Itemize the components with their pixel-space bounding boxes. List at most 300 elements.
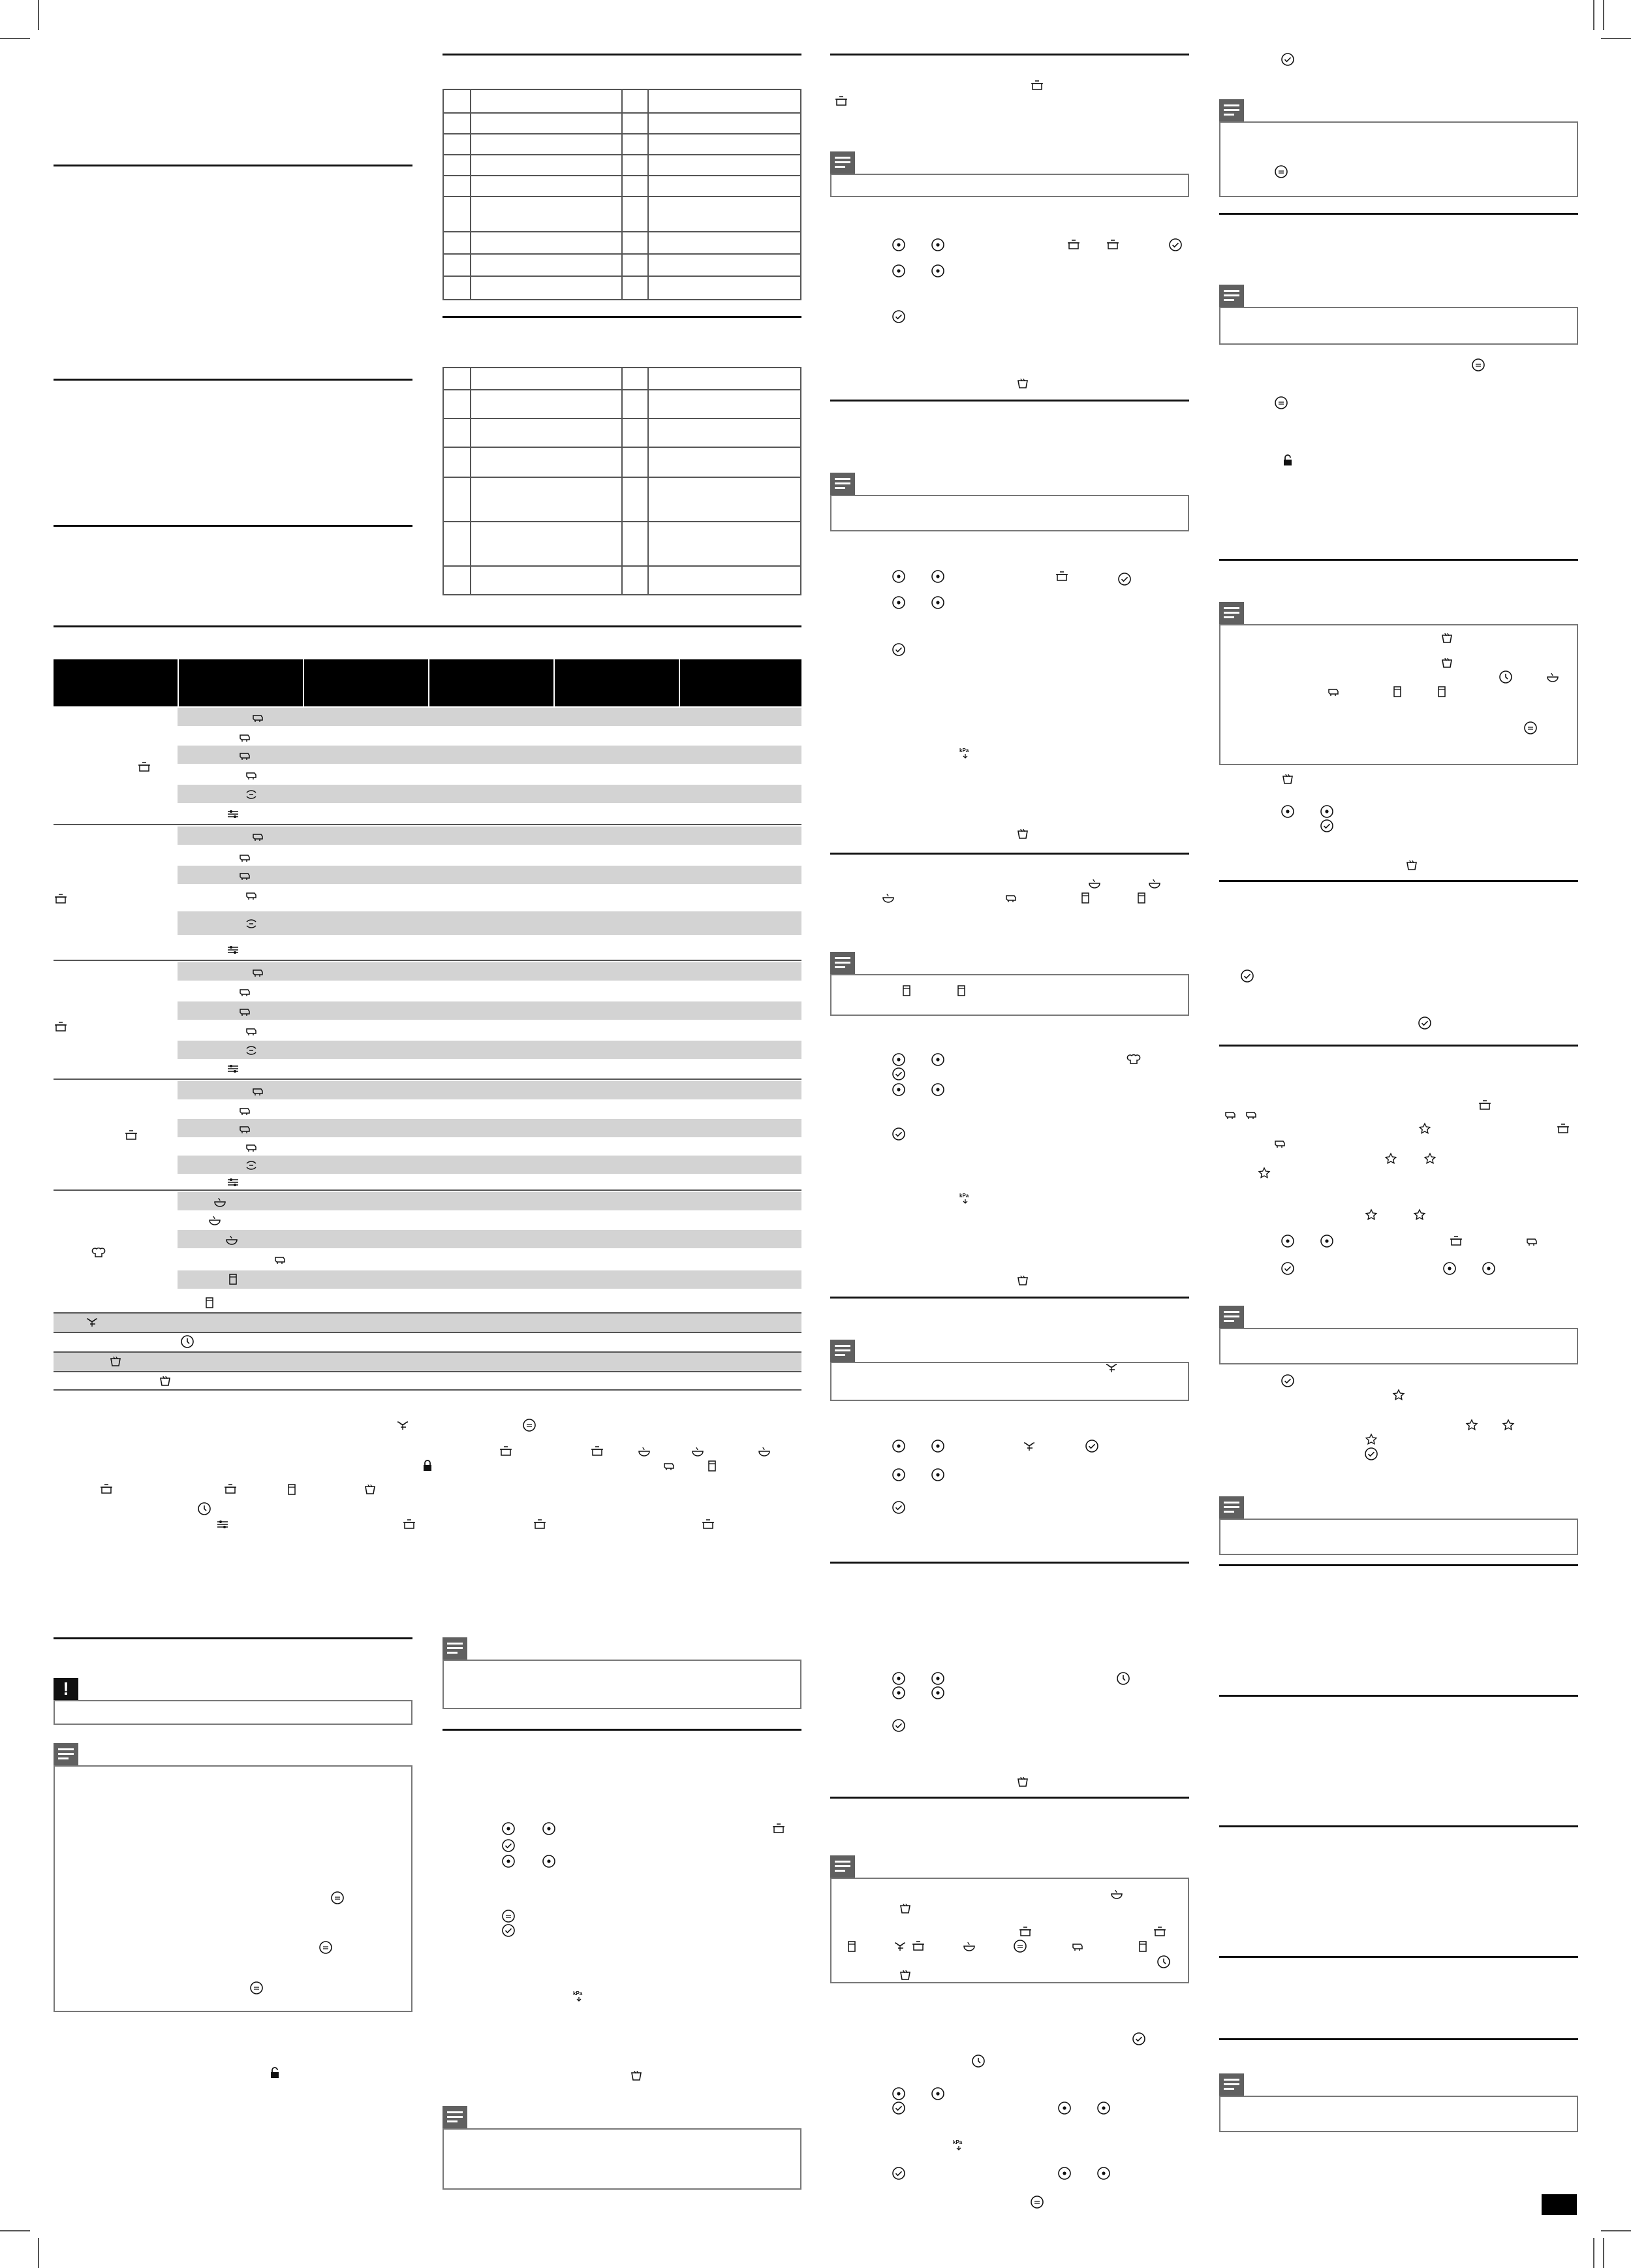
beef-icon xyxy=(238,1004,252,1018)
table-row xyxy=(178,1192,801,1210)
plus-button-icon xyxy=(931,1468,945,1482)
keep-warm-icon xyxy=(898,1901,912,1915)
soup-icon xyxy=(1274,165,1288,179)
crop-mark xyxy=(38,2238,39,2268)
kpa-icon xyxy=(572,1989,586,2003)
table-row xyxy=(178,1250,801,1268)
bowl-icon xyxy=(962,1939,976,1953)
plus-button-icon xyxy=(1442,1261,1457,1276)
pressure-cook-icon xyxy=(124,1128,138,1142)
note-icon xyxy=(443,2106,467,2128)
keep-warm-icon xyxy=(1440,655,1454,670)
section-rule xyxy=(1219,1825,1578,1827)
section-rule xyxy=(830,1797,1189,1799)
note-icon xyxy=(1219,1306,1244,1328)
table-row xyxy=(178,962,801,981)
parts-table-1 xyxy=(443,89,801,300)
table-row xyxy=(178,940,801,958)
crop-mark xyxy=(0,2230,30,2231)
plus-button-icon xyxy=(931,595,945,610)
star-icon xyxy=(1364,1208,1378,1222)
vegetables-icon xyxy=(244,1043,258,1058)
table-row xyxy=(178,1059,801,1077)
section-rule xyxy=(54,379,412,381)
beef-icon xyxy=(1326,684,1341,699)
plus-button-icon xyxy=(1281,804,1295,819)
jar-icon xyxy=(1435,684,1449,699)
table-group-divider xyxy=(54,1351,801,1353)
jar-icon xyxy=(1078,890,1093,905)
chef-hat-icon xyxy=(91,1246,106,1260)
star-icon xyxy=(1501,1418,1515,1432)
unlock-icon xyxy=(268,2066,282,2080)
steam-icon xyxy=(1104,1361,1119,1375)
plus-button-icon xyxy=(931,2087,945,2101)
plus-button-icon xyxy=(931,1052,945,1067)
pressure-cook-icon xyxy=(1449,1234,1463,1248)
section-rule xyxy=(443,1729,801,1731)
note-box xyxy=(1219,1519,1578,1555)
beef-icon xyxy=(251,1084,265,1098)
timer-icon xyxy=(1116,1671,1130,1686)
note-box xyxy=(1219,2096,1578,2132)
table-group-divider xyxy=(54,824,801,825)
note-icon xyxy=(1219,285,1244,307)
pressure-cook-icon xyxy=(402,1517,416,1532)
beef-icon xyxy=(238,850,252,864)
note-box xyxy=(443,1660,801,1709)
note-icon xyxy=(1219,99,1244,121)
plus-button-icon xyxy=(542,1821,556,1836)
chef-hat-icon xyxy=(1126,1052,1141,1067)
check-circle-icon xyxy=(1364,1447,1378,1461)
table-row xyxy=(178,1101,801,1119)
timer-icon xyxy=(1499,670,1513,684)
star-icon xyxy=(1418,1122,1432,1136)
jar-icon xyxy=(1136,1939,1150,1953)
settings-icon xyxy=(226,1062,240,1076)
pressure-cook-icon xyxy=(1478,1098,1492,1112)
settings-icon xyxy=(226,807,240,821)
note-icon xyxy=(1219,2073,1244,2096)
star-icon xyxy=(1412,1208,1427,1222)
plus-button-icon xyxy=(892,569,906,584)
beef-icon xyxy=(238,748,252,763)
pressure-cook-icon xyxy=(771,1821,786,1836)
table-row xyxy=(178,1119,801,1137)
pressure-cook-icon xyxy=(701,1517,715,1532)
section-rule xyxy=(830,54,1189,55)
steam-icon xyxy=(1022,1439,1036,1453)
table-row xyxy=(54,1314,801,1332)
beef-icon xyxy=(238,868,252,883)
steam-icon xyxy=(893,1939,907,1953)
kpa-icon xyxy=(958,746,972,760)
crop-mark xyxy=(0,38,30,39)
note-icon xyxy=(830,1340,855,1362)
star-icon xyxy=(1391,1388,1406,1402)
keep-warm-icon xyxy=(1281,772,1295,786)
svg-text:kPa: kPa xyxy=(573,1991,583,1996)
section-rule xyxy=(1219,2038,1578,2040)
note-icon xyxy=(1219,602,1244,624)
pressure-cook-icon xyxy=(1106,238,1120,252)
note-icon xyxy=(54,1743,78,1765)
pressure-cook-icon xyxy=(54,1020,68,1034)
timer-icon xyxy=(197,1502,211,1516)
section-rule xyxy=(1219,213,1578,215)
keep-warm-icon xyxy=(1405,858,1419,872)
note-box xyxy=(830,495,1189,531)
crop-mark xyxy=(1593,2238,1594,2268)
settings-icon xyxy=(215,1517,230,1532)
svg-text:kPa: kPa xyxy=(953,2139,963,2145)
table-row xyxy=(178,1081,801,1099)
plus-button-icon xyxy=(931,1082,945,1097)
crop-mark xyxy=(38,0,39,30)
table-group-divider xyxy=(54,1332,801,1333)
plus-button-icon xyxy=(931,1671,945,1686)
svg-text:kPa: kPa xyxy=(959,748,969,753)
jar-icon xyxy=(705,1458,719,1473)
soup-icon xyxy=(318,1940,333,1955)
table-row xyxy=(178,846,801,864)
keep-warm-icon xyxy=(1016,1774,1030,1789)
star-icon xyxy=(1384,1152,1398,1166)
plus-button-icon xyxy=(892,1671,906,1686)
plus-button-icon xyxy=(1482,1261,1496,1276)
plus-button-icon xyxy=(501,1854,516,1868)
jar-icon xyxy=(202,1295,217,1310)
table-row xyxy=(178,866,801,884)
crop-mark xyxy=(1601,2230,1631,2231)
section-rule xyxy=(1219,1564,1578,1566)
check-circle-icon xyxy=(1085,1439,1099,1453)
pressure-cook-icon xyxy=(1153,1925,1167,1939)
bowl-icon xyxy=(691,1444,705,1458)
soup-icon xyxy=(330,1891,345,1905)
check-circle-icon xyxy=(892,2101,906,2115)
table-row xyxy=(178,1001,801,1020)
plus-button-icon xyxy=(892,1439,906,1453)
star-icon xyxy=(1257,1166,1271,1180)
table-row xyxy=(178,785,801,803)
bowl-icon xyxy=(1147,876,1162,890)
table-row xyxy=(178,765,801,783)
bowl-icon xyxy=(1546,670,1560,684)
plus-button-icon xyxy=(1057,2101,1072,2115)
soup-icon xyxy=(249,1981,264,1995)
lock-icon xyxy=(420,1458,435,1473)
keep-warm-icon xyxy=(363,1482,377,1496)
section-rule xyxy=(54,525,412,527)
kpa-icon xyxy=(958,1191,972,1205)
pressure-cook-icon xyxy=(223,1482,238,1496)
warning-icon: ! xyxy=(54,1678,78,1700)
bowl-icon xyxy=(225,1233,239,1247)
table-group-divider xyxy=(54,1371,801,1372)
check-circle-icon xyxy=(892,1127,906,1141)
keep-warm-icon xyxy=(1016,376,1030,390)
table-group-divider xyxy=(54,1312,801,1314)
check-circle-icon xyxy=(892,1067,906,1081)
beef-icon xyxy=(1525,1234,1539,1248)
table-row xyxy=(178,1137,801,1156)
pressure-cook-icon xyxy=(1055,569,1069,584)
star-icon xyxy=(1423,1152,1437,1166)
check-circle-icon xyxy=(892,309,906,324)
note-icon xyxy=(830,473,855,495)
beef-icon xyxy=(244,1024,258,1038)
timer-icon xyxy=(180,1334,194,1349)
section-rule xyxy=(830,853,1189,855)
jar-icon xyxy=(845,1939,859,1953)
jar-icon xyxy=(226,1272,240,1286)
beef-icon xyxy=(238,984,252,999)
crop-mark xyxy=(1603,2238,1604,2268)
section-rule xyxy=(443,316,801,318)
table-group-divider xyxy=(54,960,801,961)
note-box xyxy=(830,1362,1189,1401)
note-icon xyxy=(443,1637,467,1660)
table-row xyxy=(178,1210,801,1229)
soup-icon xyxy=(1013,1939,1027,1953)
beef-icon xyxy=(251,965,265,979)
section-rule xyxy=(1219,880,1578,882)
note-icon xyxy=(830,151,855,174)
pressure-cook-icon xyxy=(590,1444,604,1458)
pressure-cook-icon xyxy=(834,94,848,108)
beef-icon xyxy=(244,768,258,782)
warning-box xyxy=(54,1700,412,1725)
beef-icon xyxy=(244,888,258,902)
plus-button-icon xyxy=(892,264,906,278)
table-row xyxy=(178,1021,801,1039)
keep-warm-icon xyxy=(108,1354,123,1368)
plus-button-icon xyxy=(931,1439,945,1453)
section-rule xyxy=(830,400,1189,402)
check-circle-icon xyxy=(1117,572,1132,586)
plus-button-icon xyxy=(892,1468,906,1482)
vegetables-icon xyxy=(244,917,258,931)
table-row xyxy=(178,982,801,1000)
pressure-cook-icon xyxy=(499,1444,513,1458)
soup-icon xyxy=(1471,358,1485,372)
table-row xyxy=(178,726,801,744)
plus-button-icon xyxy=(892,1686,906,1700)
bowl-icon xyxy=(1110,1887,1124,1901)
check-circle-icon xyxy=(1168,238,1183,252)
keep-warm-icon xyxy=(158,1374,172,1388)
parts-table-2 xyxy=(443,367,801,595)
keep-warm-icon xyxy=(898,1968,912,1982)
section-rule xyxy=(830,1562,1189,1564)
jar-icon xyxy=(899,983,914,998)
section-rule xyxy=(1219,1045,1578,1047)
bowl-icon xyxy=(213,1195,227,1209)
beef-icon xyxy=(1273,1136,1287,1150)
soup-icon xyxy=(1274,396,1288,410)
settings-icon xyxy=(226,1175,240,1189)
plus-button-icon xyxy=(931,264,945,278)
beef-icon xyxy=(244,1140,258,1154)
jar-icon xyxy=(285,1482,299,1496)
soup-icon xyxy=(1030,2195,1044,2209)
check-circle-icon xyxy=(1320,819,1334,833)
pressure-cook-icon xyxy=(1556,1122,1570,1136)
section-rule xyxy=(54,625,801,627)
table-row xyxy=(178,1041,801,1059)
bowl-icon xyxy=(1087,876,1102,890)
section-rule xyxy=(443,54,801,55)
table-row xyxy=(178,1293,801,1311)
soup-icon xyxy=(522,1418,536,1432)
table-row xyxy=(178,1156,801,1174)
timer-icon xyxy=(1157,1955,1171,1969)
section-rule xyxy=(1219,1695,1578,1697)
check-circle-icon xyxy=(1418,1016,1432,1030)
beef-icon xyxy=(251,710,265,725)
plus-button-icon xyxy=(1096,2166,1111,2181)
jar-icon xyxy=(1134,890,1149,905)
pressure-cook-icon xyxy=(1018,1925,1033,1939)
kpa-icon xyxy=(952,2137,966,2152)
pressure-cook-icon xyxy=(533,1517,547,1532)
section-rule xyxy=(54,1637,412,1639)
pressure-cook-icon xyxy=(1066,238,1081,252)
check-circle-icon xyxy=(1281,1261,1295,1276)
section-rule xyxy=(1219,559,1578,561)
beef-icon xyxy=(238,1122,252,1136)
note-box xyxy=(830,1878,1189,1983)
table-row xyxy=(54,1353,801,1371)
beef-icon xyxy=(1223,1107,1237,1122)
check-circle-icon xyxy=(892,642,906,657)
note-icon xyxy=(1219,1496,1244,1519)
star-icon xyxy=(1364,1432,1378,1447)
star-icon xyxy=(1465,1418,1479,1432)
crop-mark xyxy=(1593,0,1594,30)
note-box xyxy=(830,974,1189,1016)
plus-button-icon xyxy=(931,238,945,252)
check-circle-icon xyxy=(1281,52,1295,67)
crop-mark xyxy=(1603,0,1604,30)
plus-button-icon xyxy=(892,595,906,610)
table-row xyxy=(178,1173,801,1191)
check-circle-icon xyxy=(501,1838,516,1853)
bowl-icon xyxy=(637,1444,651,1458)
beef-icon xyxy=(238,1103,252,1118)
table-row xyxy=(178,1230,801,1248)
pressure-cook-icon xyxy=(1030,78,1044,93)
beef-icon xyxy=(238,730,252,744)
table-row xyxy=(178,708,801,726)
beef-icon xyxy=(1004,890,1018,905)
table-group-divider xyxy=(54,1189,801,1191)
plus-button-icon xyxy=(1096,2101,1111,2115)
plus-button-icon xyxy=(892,238,906,252)
note-box xyxy=(1219,307,1578,345)
plus-button-icon xyxy=(892,1082,906,1097)
note-icon xyxy=(830,952,855,974)
beef-icon xyxy=(1244,1107,1258,1122)
check-circle-icon xyxy=(1240,969,1254,983)
check-circle-icon xyxy=(501,1923,516,1938)
table-row xyxy=(54,1333,801,1351)
bowl-icon xyxy=(208,1213,222,1227)
plus-button-icon xyxy=(1057,2166,1072,2181)
beef-icon xyxy=(662,1458,676,1473)
keep-warm-icon xyxy=(1440,631,1454,645)
soup-icon xyxy=(1523,721,1538,735)
crop-mark xyxy=(1601,38,1631,39)
section-rule xyxy=(1219,1956,1578,1958)
check-circle-icon xyxy=(892,2166,906,2181)
note-box xyxy=(830,174,1189,197)
table-row xyxy=(178,804,801,823)
beef-icon xyxy=(1070,1939,1085,1953)
keep-warm-icon xyxy=(1016,827,1030,841)
keep-warm-icon xyxy=(629,2068,644,2083)
table-row xyxy=(178,885,801,904)
table-group-divider xyxy=(54,1079,801,1080)
timer-icon xyxy=(971,2054,986,2068)
table-row xyxy=(178,911,801,935)
note-box xyxy=(443,2128,801,2190)
plus-button-icon xyxy=(931,1686,945,1700)
check-circle-icon xyxy=(1132,2032,1146,2046)
beef-icon xyxy=(273,1252,287,1267)
plus-button-icon xyxy=(931,569,945,584)
note-box xyxy=(54,1765,412,2012)
plus-button-icon xyxy=(542,1854,556,1868)
steam-icon xyxy=(85,1315,99,1329)
note-box xyxy=(1219,1328,1578,1364)
soup-icon xyxy=(501,1909,516,1923)
plus-button-icon xyxy=(1281,1234,1295,1248)
steam-icon xyxy=(396,1418,410,1432)
jar-icon xyxy=(1390,684,1405,699)
plus-button-icon xyxy=(892,1052,906,1067)
table-row xyxy=(178,1270,801,1289)
pressure-cook-icon xyxy=(99,1482,114,1496)
vegetables-icon xyxy=(244,787,258,802)
pressure-cook-icon xyxy=(54,892,68,906)
beef-icon xyxy=(251,829,265,843)
program-table-header xyxy=(54,659,801,706)
pressure-cook-icon xyxy=(137,760,151,774)
section-rule xyxy=(830,1297,1189,1299)
check-circle-icon xyxy=(892,1500,906,1515)
keep-warm-icon xyxy=(1016,1273,1030,1287)
plus-button-icon xyxy=(892,2087,906,2101)
table-group-divider xyxy=(54,1389,801,1391)
note-box xyxy=(1219,121,1578,197)
plus-button-icon xyxy=(1320,1234,1334,1248)
bowl-icon xyxy=(757,1444,771,1458)
pressure-cook-icon xyxy=(911,1939,925,1953)
section-rule xyxy=(54,165,412,166)
plus-button-icon xyxy=(1320,804,1334,819)
svg-text:kPa: kPa xyxy=(959,1193,969,1199)
unlock-icon xyxy=(1281,453,1295,467)
page-number-badge xyxy=(1542,2194,1577,2215)
note-icon xyxy=(830,1855,855,1878)
vegetables-icon xyxy=(244,1158,258,1173)
check-circle-icon xyxy=(1281,1374,1295,1388)
table-row xyxy=(178,827,801,845)
settings-icon xyxy=(226,943,240,957)
